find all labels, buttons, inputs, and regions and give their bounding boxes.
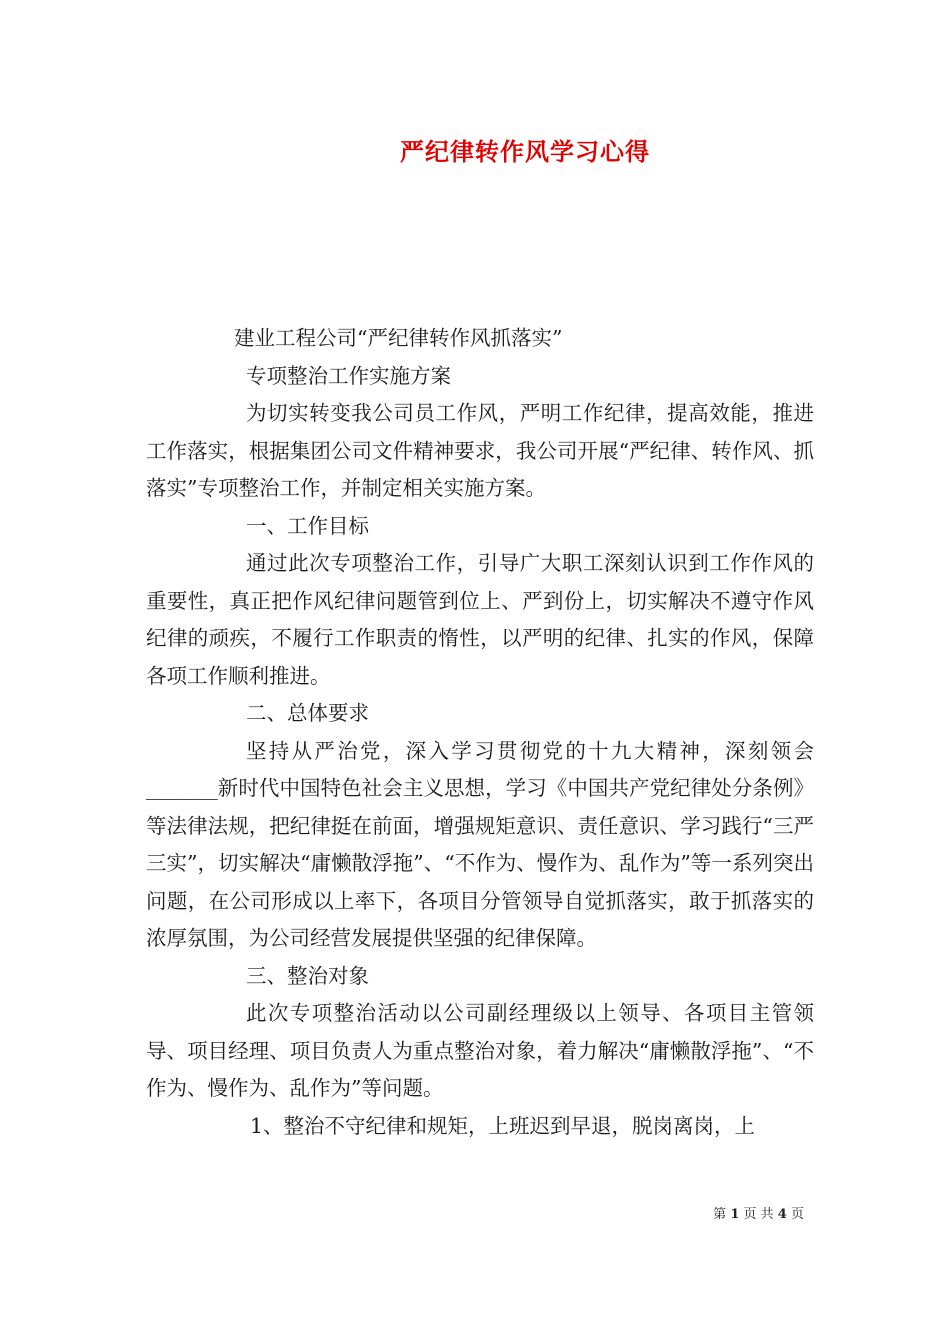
- page-number-prefix: 第: [713, 1207, 727, 1222]
- list-item: 1、整治不守纪律和规矩，上班迟到早退，脱岗离岗，上: [250, 1113, 756, 1138]
- paragraph: 建业工程公司“严纪律转作风抓落实”: [234, 326, 563, 350]
- page-number-total: 4: [777, 1207, 787, 1222]
- section-heading: 一、工作目标: [246, 513, 369, 538]
- paragraph: 此次专项整治活动以公司副经理级以上领导、各项目主管领导、项目经理、项目负责人为重点整治对象，着力解决“庸懒散浮拖”、“不作为、慢作为、乱作为”等问题。: [146, 1001, 814, 1100]
- paragraph: 为切实转变我公司员工作风，严明工作纪律，提高效能，推进工作落实，根据集团公司文件精神要求，我公司开展“严纪律、转作风、抓落实”专项整治工作，并制定相关实施方案。: [146, 401, 814, 500]
- section-heading: 二、总体要求: [246, 701, 369, 725]
- paragraph: 通过此次专项整治工作，引导广大职工深刻认识到工作作风的重要性，真正把作风纪律问题管到位上、严到份上，切实解决不遵守作风纪律的顽疾，不履行工作职责的惰性，以严明的纪律、扎实的作风，保障各项工作顺利推进。: [146, 551, 814, 688]
- page-number-current: 1: [730, 1207, 740, 1222]
- paragraph: 坚持从严治党，深入学习贯彻党的十九大精神，深刻领会_______新时代中国特色社会主义思想，学习《中国共产党纪律处分条例》等法律法规，把纪律挺在前面，增强规矩意识、责任意识、学习践行“三严三实”，切实解决“庸懒散浮拖”、“不作为、慢作为、乱作为”等一系列突出问题，在公司形成以上率下，各项目分管领导自觉抓落实，敢于抓落实的浓厚氛围，为公司经营发展提供坚强的纪律保障。: [146, 738, 814, 950]
- page-number-suffix: 页: [790, 1207, 804, 1222]
- page-number: [713, 1203, 804, 1222]
- document-body: [146, 320, 814, 1145]
- section-heading: 三、整治对象: [246, 963, 369, 988]
- page-number-middle: 页 共: [743, 1207, 774, 1222]
- document-title: 严纪律转作风学习心得: [400, 137, 650, 166]
- paragraph: 专项整治工作实施方案: [246, 363, 451, 388]
